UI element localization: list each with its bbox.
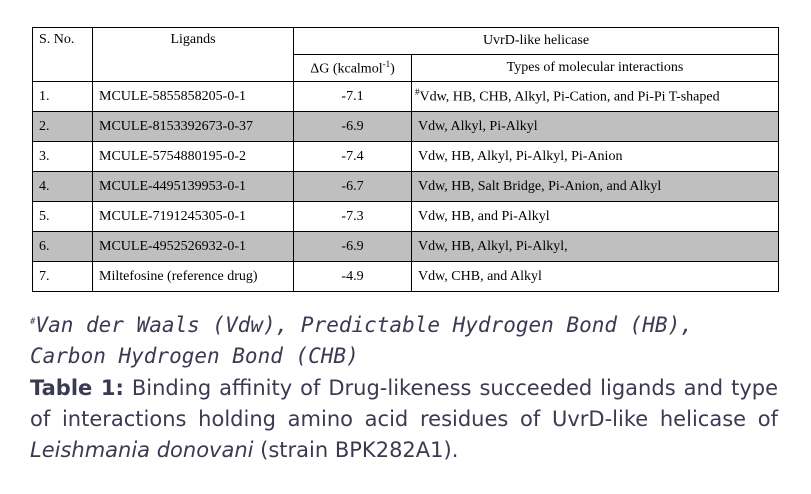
cell-types: Vdw, HB, and Pi-Alkyl	[412, 202, 779, 232]
cell-types: Vdw, Alkyl, Pi-Alkyl	[412, 112, 779, 142]
header-types: Types of molecular interactions	[412, 55, 779, 82]
cell-sno: 5.	[33, 202, 93, 232]
cell-dg: -7.1	[294, 82, 412, 112]
header-dg-close: )	[390, 61, 395, 77]
header-dg-sup: -1	[382, 58, 391, 69]
table-row	[33, 262, 779, 292]
cell-types	[412, 82, 779, 112]
cell-sno: 3.	[33, 142, 93, 172]
cell-ligand: MCULE-4495139953-0-1	[93, 172, 294, 202]
table-row	[33, 112, 779, 142]
table-row	[33, 142, 779, 172]
table-row	[33, 202, 779, 232]
cell-sno: 6.	[33, 232, 93, 262]
cell-ligand: Miltefosine (reference drug)	[93, 262, 294, 292]
cell-types: Vdw, HB, Alkyl, Pi-Alkyl,	[412, 232, 779, 262]
table-caption	[30, 373, 778, 466]
results-table	[32, 27, 779, 292]
header-ligands: Ligands	[93, 28, 294, 82]
cell-dg: -7.4	[294, 142, 412, 172]
cell-ligand: MCULE-8153392673-0-37	[93, 112, 294, 142]
table-row	[33, 172, 779, 202]
cell-dg: -7.3	[294, 202, 412, 232]
caption-text-before: Binding affinity of Drug-likeness succeeded ligands and type of interactions holding amino acid residues of UvrD-like helicase of	[30, 376, 778, 431]
cell-types-text: Vdw, HB, CHB, Alkyl, Pi-Cation, and Pi-Pi T-shaped	[419, 89, 720, 105]
cell-dg: -4.9	[294, 262, 412, 292]
table-row	[33, 82, 779, 112]
header-group: UvrD-like helicase	[294, 28, 779, 55]
cell-dg: -6.9	[294, 232, 412, 262]
cell-ligand: MCULE-5754880195-0-2	[93, 142, 294, 172]
cell-ligand: MCULE-7191245305-0-1	[93, 202, 294, 232]
footnote-mark: #	[30, 317, 36, 327]
cell-sno: 2.	[33, 112, 93, 142]
cell-sno: 4.	[33, 172, 93, 202]
header-sno: S. No.	[33, 28, 93, 82]
cell-sno: 1.	[33, 82, 93, 112]
cell-sno: 7.	[33, 262, 93, 292]
cell-types: Vdw, CHB, and Alkyl	[412, 262, 779, 292]
cell-types-mark: #	[415, 87, 420, 98]
cell-ligand: MCULE-4952526932-0-1	[93, 232, 294, 262]
cell-ligand: MCULE-5855858205-0-1	[93, 82, 294, 112]
table-row	[33, 232, 779, 262]
table-footnote	[30, 307, 778, 372]
footnote-text: Van der Waals (Vdw), Predictable Hydrogen Bond (HB), Carbon Hydrogen Bond (CHB)	[30, 313, 693, 368]
caption-text-after: (strain BPK282A1).	[253, 438, 459, 462]
caption-label: Table 1:	[30, 376, 124, 400]
header-dg	[294, 55, 412, 82]
cell-types: Vdw, HB, Alkyl, Pi-Alkyl, Pi-Anion	[412, 142, 779, 172]
cell-dg: -6.7	[294, 172, 412, 202]
cell-dg: -6.9	[294, 112, 412, 142]
caption-organism: Leishmania donovani	[30, 438, 254, 462]
cell-types: Vdw, HB, Salt Bridge, Pi-Anion, and Alkyl	[412, 172, 779, 202]
header-dg-text: ΔG (kcalmol	[310, 61, 383, 77]
